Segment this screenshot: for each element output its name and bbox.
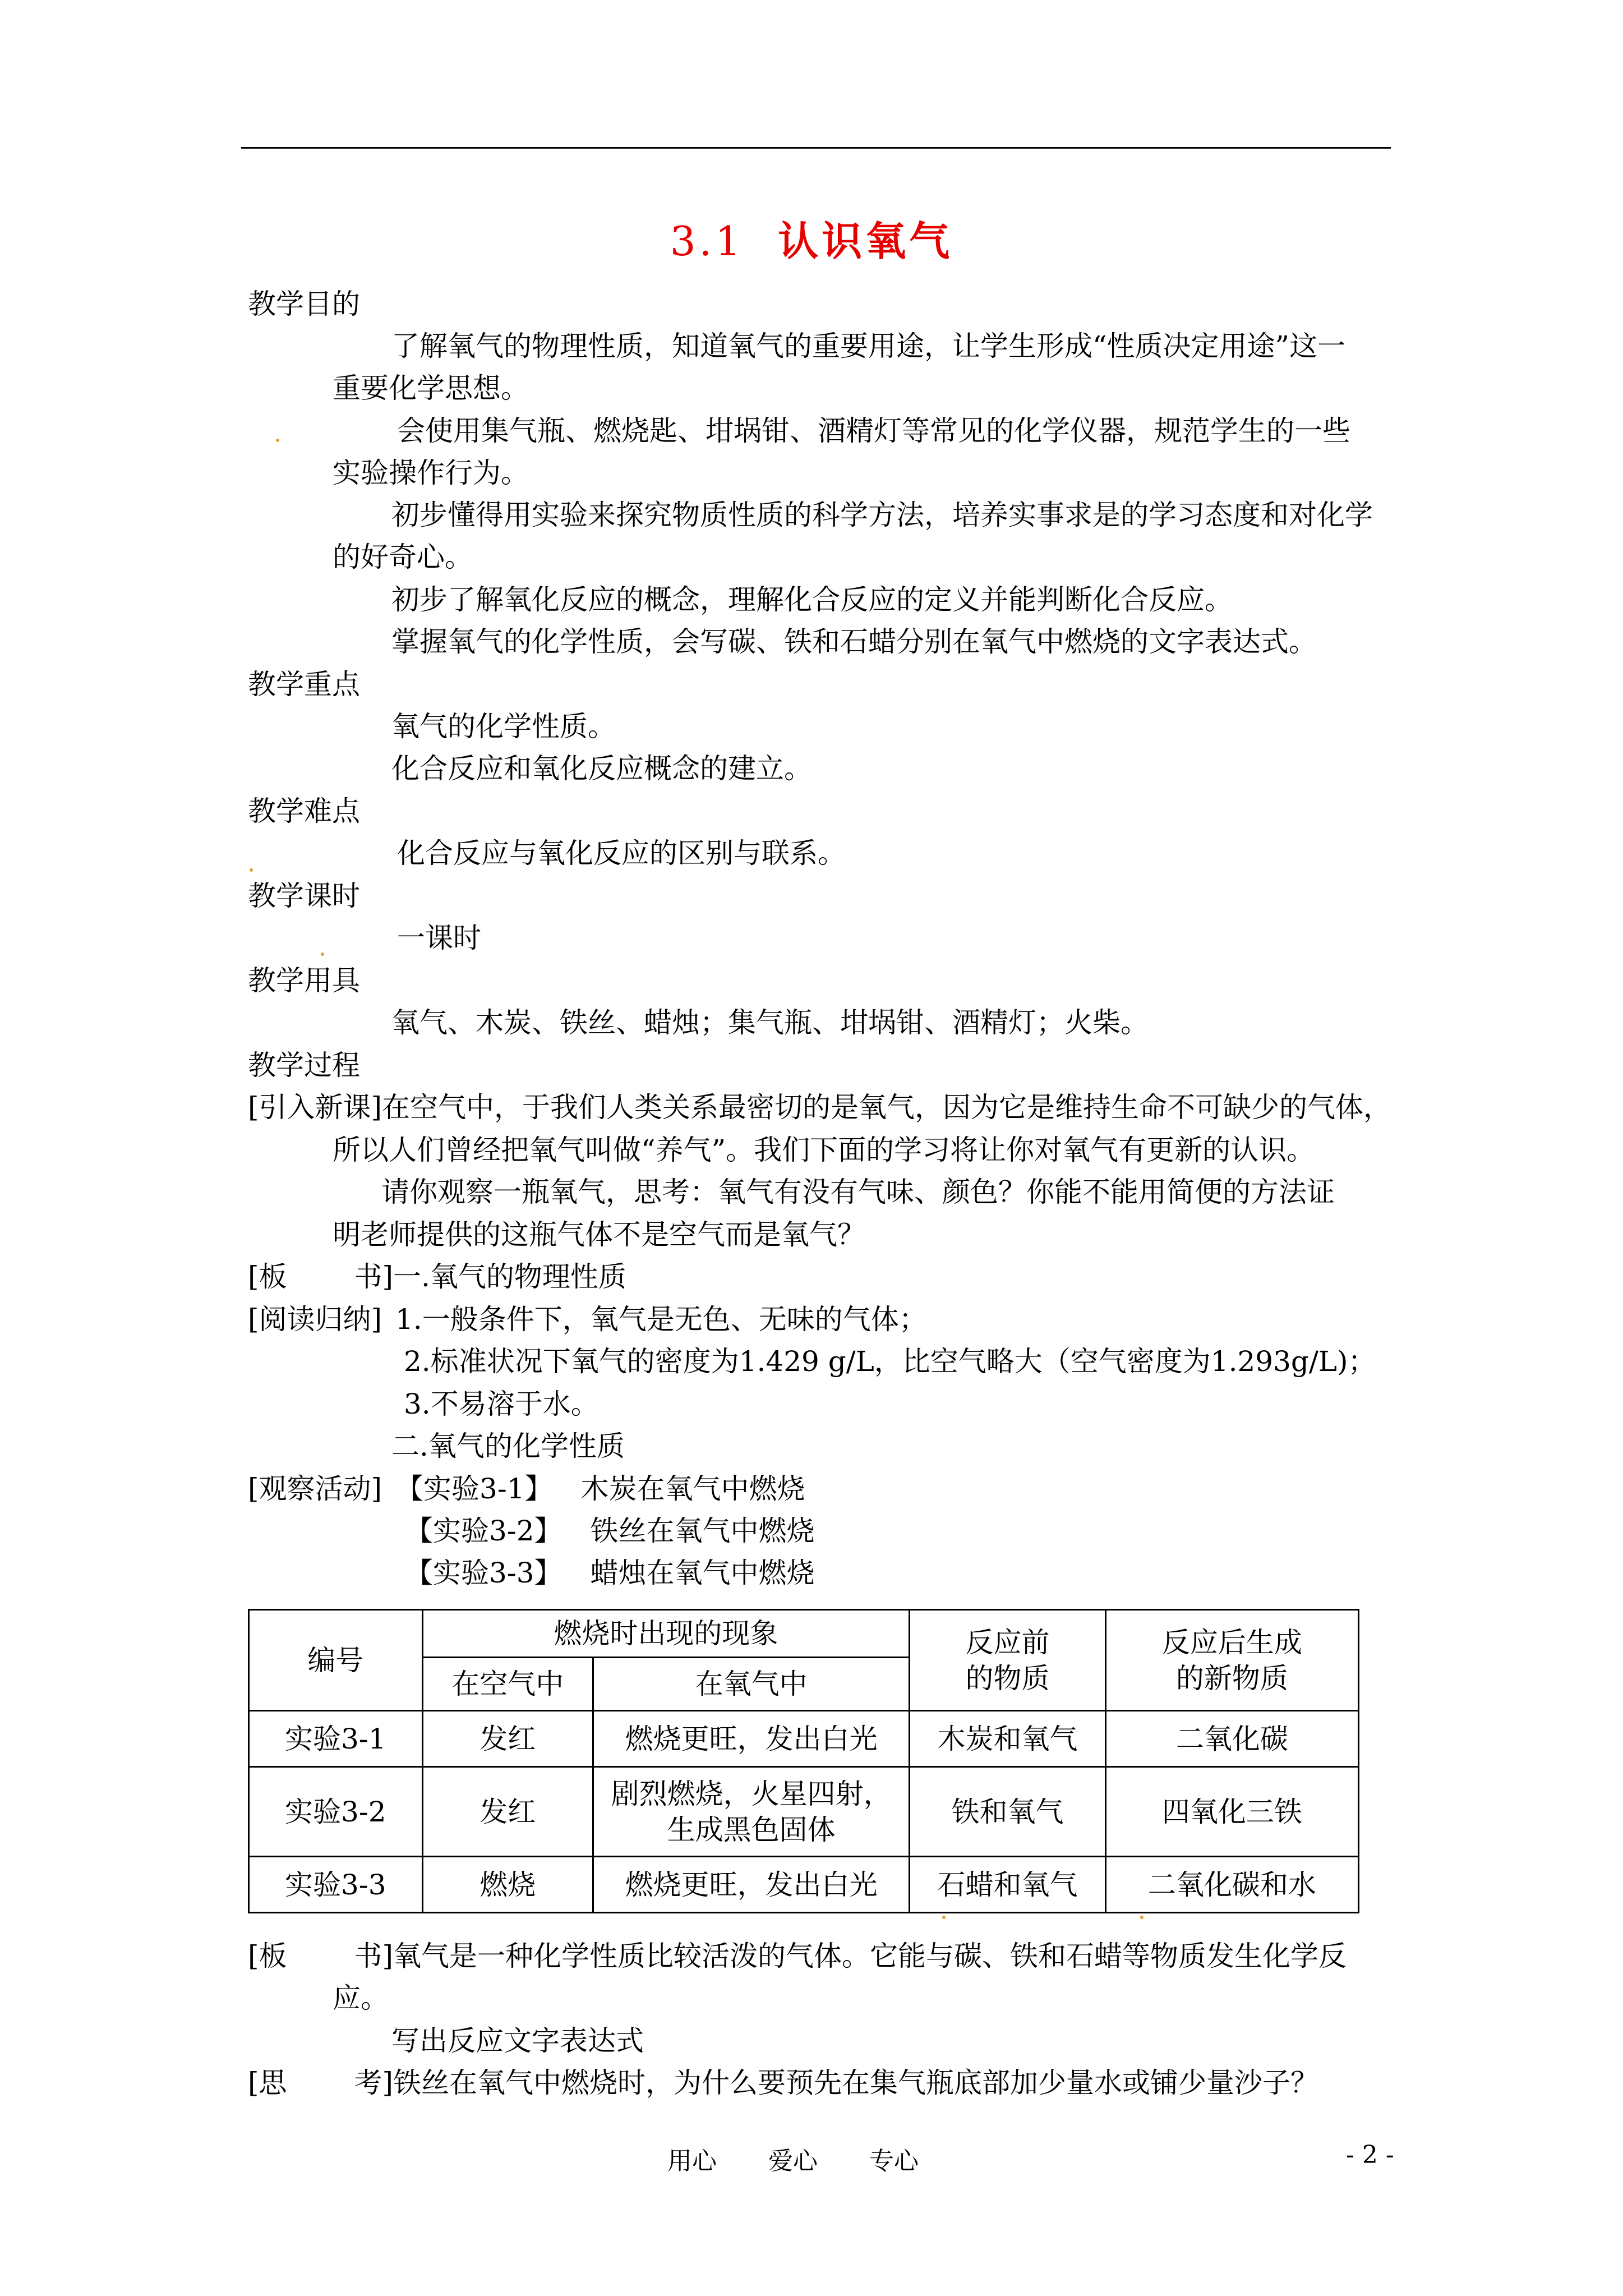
- board2-tag-a: [板: [248, 1940, 287, 1972]
- objective-2-line1: 会使用集气瓶、燃烧匙、坩埚钳、酒精灯等常见的化学仪器，规范学生的一些: [397, 415, 1350, 447]
- difficulties-heading: 教学难点: [248, 795, 360, 827]
- table-row: [249, 1767, 1359, 1857]
- board2-text-1: 氧气是一种化学性质比较活泼的气体。它能与碳、铁和石蜡等物质发生化学反: [393, 1940, 1347, 1972]
- row1-id: 实验3-1: [249, 1711, 423, 1767]
- board2-line1: [248, 1938, 1347, 1974]
- key-point-1: 氧气的化学性质。: [391, 710, 616, 743]
- header-before-2: 的物质: [965, 1662, 1050, 1695]
- footer-motto-3: 专心: [869, 2147, 919, 2175]
- reading-tag: [阅读归纳]: [248, 1303, 382, 1336]
- row2-oxygen-1: 剧烈燃烧，火星四射，: [611, 1777, 892, 1810]
- objective-3-line2: 的好奇心。: [333, 541, 473, 573]
- tools-heading: 教学用具: [248, 964, 360, 997]
- difficulty-1: 化合反应与氧化反应的区别与联系。: [397, 837, 846, 869]
- objective-2-line2: 实验操作行为。: [333, 457, 529, 489]
- title-text: 认识氧气: [778, 217, 953, 265]
- scan-mark: [276, 439, 279, 442]
- board2-line2: 应。: [333, 1982, 389, 2014]
- intro-text-1: 在空气中，于我们人类关系最密切的是氧气，因为它是维持生命不可缺少的气体，: [382, 1091, 1392, 1124]
- board1-tag-b: 书]: [354, 1260, 394, 1293]
- board2-tag-b: 书]: [354, 1940, 394, 1972]
- header-rule: [241, 147, 1391, 149]
- scan-mark: [942, 1916, 946, 1919]
- title-number: 3.1: [670, 218, 745, 265]
- board1-tag-a: [板: [248, 1260, 287, 1293]
- hours-value: 一课时: [397, 922, 481, 954]
- row3-after: 二氧化碳和水: [1105, 1857, 1358, 1913]
- reading-item-2: 2.标准状况下氧气的密度为1.429 g/L，比空气略大（空气密度为1.293g/L)；: [404, 1345, 1376, 1378]
- row1-after: 二氧化碳: [1105, 1711, 1358, 1767]
- observe-line1: 请你观察一瓶氧气，思考：氧气有没有气味、颜色？你能不能用简便的方法证: [381, 1176, 1335, 1208]
- page-number: - 2 -: [1346, 2141, 1394, 2169]
- intro-line2: 所以人们曾经把氧气叫做“养气”。我们下面的学习将让你对氧气有更新的认识。: [333, 1134, 1315, 1166]
- row3-id: 实验3-3: [249, 1857, 423, 1913]
- row2-id: 实验3-2: [249, 1767, 423, 1857]
- reading-line1: [248, 1301, 927, 1337]
- header-before-1: 反应前: [965, 1626, 1050, 1659]
- board1-text: 一.氧气的物理性质: [393, 1260, 626, 1293]
- objective-5: 掌握氧气的化学性质，会写碳、铁和石蜡分别在氧气中燃烧的文字表达式。: [391, 625, 1317, 658]
- section-chemical: 二.氧气的化学性质: [391, 1430, 625, 1462]
- activity-text-2: 铁丝在氧气中燃烧: [590, 1515, 815, 1547]
- activity-label-3: 【实验3-3】: [405, 1557, 562, 1589]
- objective-1-line1: 了解氧气的物理性质，知道氧气的重要用途，让学生形成“性质决定用途”这一: [391, 330, 1346, 362]
- page-title: [0, 209, 1623, 267]
- activity-text-1: 木炭在氧气中燃烧: [580, 1473, 805, 1505]
- board1: [248, 1259, 626, 1295]
- tools-list: 氧气、木炭、铁丝、蜡烛；集气瓶、坩埚钳、酒精灯；火柴。: [391, 1006, 1149, 1039]
- activity-label-2: 【实验3-2】: [405, 1515, 562, 1547]
- row2-before: 铁和氧气: [910, 1767, 1105, 1857]
- intro-tag: [引入新课]: [248, 1091, 382, 1124]
- reading-item-3: 3.不易溶于水。: [404, 1388, 599, 1420]
- header-after-1: 反应后生成: [1161, 1626, 1302, 1659]
- objective-4: 初步了解氧化反应的概念，理解化合反应的定义并能判断化合反应。: [391, 583, 1233, 616]
- row2-oxygen-2: 生成黑色固体: [667, 1813, 836, 1846]
- header-after-2: 的新物质: [1175, 1662, 1288, 1695]
- footer-motto-1: 用心: [667, 2147, 717, 2175]
- think-tag-b: 考]: [354, 2067, 394, 2099]
- key-point-2: 化合反应和氧化反应概念的建立。: [391, 752, 812, 785]
- scan-mark: [1140, 1916, 1144, 1919]
- intro-line1: [248, 1089, 1391, 1125]
- header-air: 在空气中: [422, 1658, 593, 1711]
- think-line: [248, 2065, 1318, 2101]
- header-phenomenon: 燃烧时出现的现象: [422, 1610, 910, 1658]
- activity-line1: [248, 1471, 805, 1507]
- think-text: 铁丝在氧气中燃烧时，为什么要预先在集气瓶底部加少量水或铺少量沙子？: [393, 2067, 1319, 2099]
- header-before: [910, 1610, 1105, 1711]
- objective-3-line1: 初步懂得用实验来探究物质性质的科学方法，培养实事求是的学习态度和对化学: [391, 499, 1373, 531]
- experiment-table: [248, 1609, 1359, 1913]
- row1-air: 发红: [422, 1711, 593, 1767]
- activity-tag: [观察活动]: [248, 1473, 382, 1505]
- think-tag-a: [思: [248, 2067, 287, 2099]
- row2-oxygen: [593, 1767, 910, 1857]
- header-id: 编号: [249, 1610, 423, 1711]
- observe-line2: 明老师提供的这瓶气体不是空气而是氧气？: [333, 1218, 865, 1251]
- row3-air: 燃烧: [422, 1857, 593, 1913]
- row1-before: 木炭和氧气: [910, 1711, 1105, 1767]
- row1-oxygen: 燃烧更旺，发出白光: [593, 1711, 910, 1767]
- scan-mark: [250, 868, 253, 872]
- row2-after: 四氧化三铁: [1105, 1767, 1358, 1857]
- row3-oxygen: 燃烧更旺，发出白光: [593, 1857, 910, 1913]
- scan-mark: [321, 953, 324, 956]
- reading-item-1: 1.一般条件下，氧气是无色、无味的气体；: [395, 1303, 927, 1336]
- objective-1-line2: 重要化学思想。: [333, 372, 529, 404]
- activity-line2: [405, 1513, 815, 1549]
- row3-before: 石蜡和氧气: [910, 1857, 1105, 1913]
- objectives-heading: 教学目的: [248, 288, 360, 320]
- write-prompt: 写出反应文字表达式: [391, 2024, 644, 2057]
- table-row: [249, 1857, 1359, 1913]
- header-after: [1105, 1610, 1358, 1711]
- row2-air: 发红: [422, 1767, 593, 1857]
- process-heading: 教学过程: [248, 1049, 360, 1082]
- activity-label-1: 【实验3-1】: [395, 1473, 553, 1505]
- header-oxygen: 在氧气中: [593, 1658, 910, 1711]
- footer-motto-2: 爱心: [768, 2147, 818, 2175]
- key-points-heading: 教学重点: [248, 668, 360, 701]
- table-row: [249, 1711, 1359, 1767]
- activity-text-3: 蜡烛在氧气中燃烧: [590, 1557, 815, 1589]
- activity-line3: [405, 1555, 815, 1591]
- hours-heading: 教学课时: [248, 880, 360, 912]
